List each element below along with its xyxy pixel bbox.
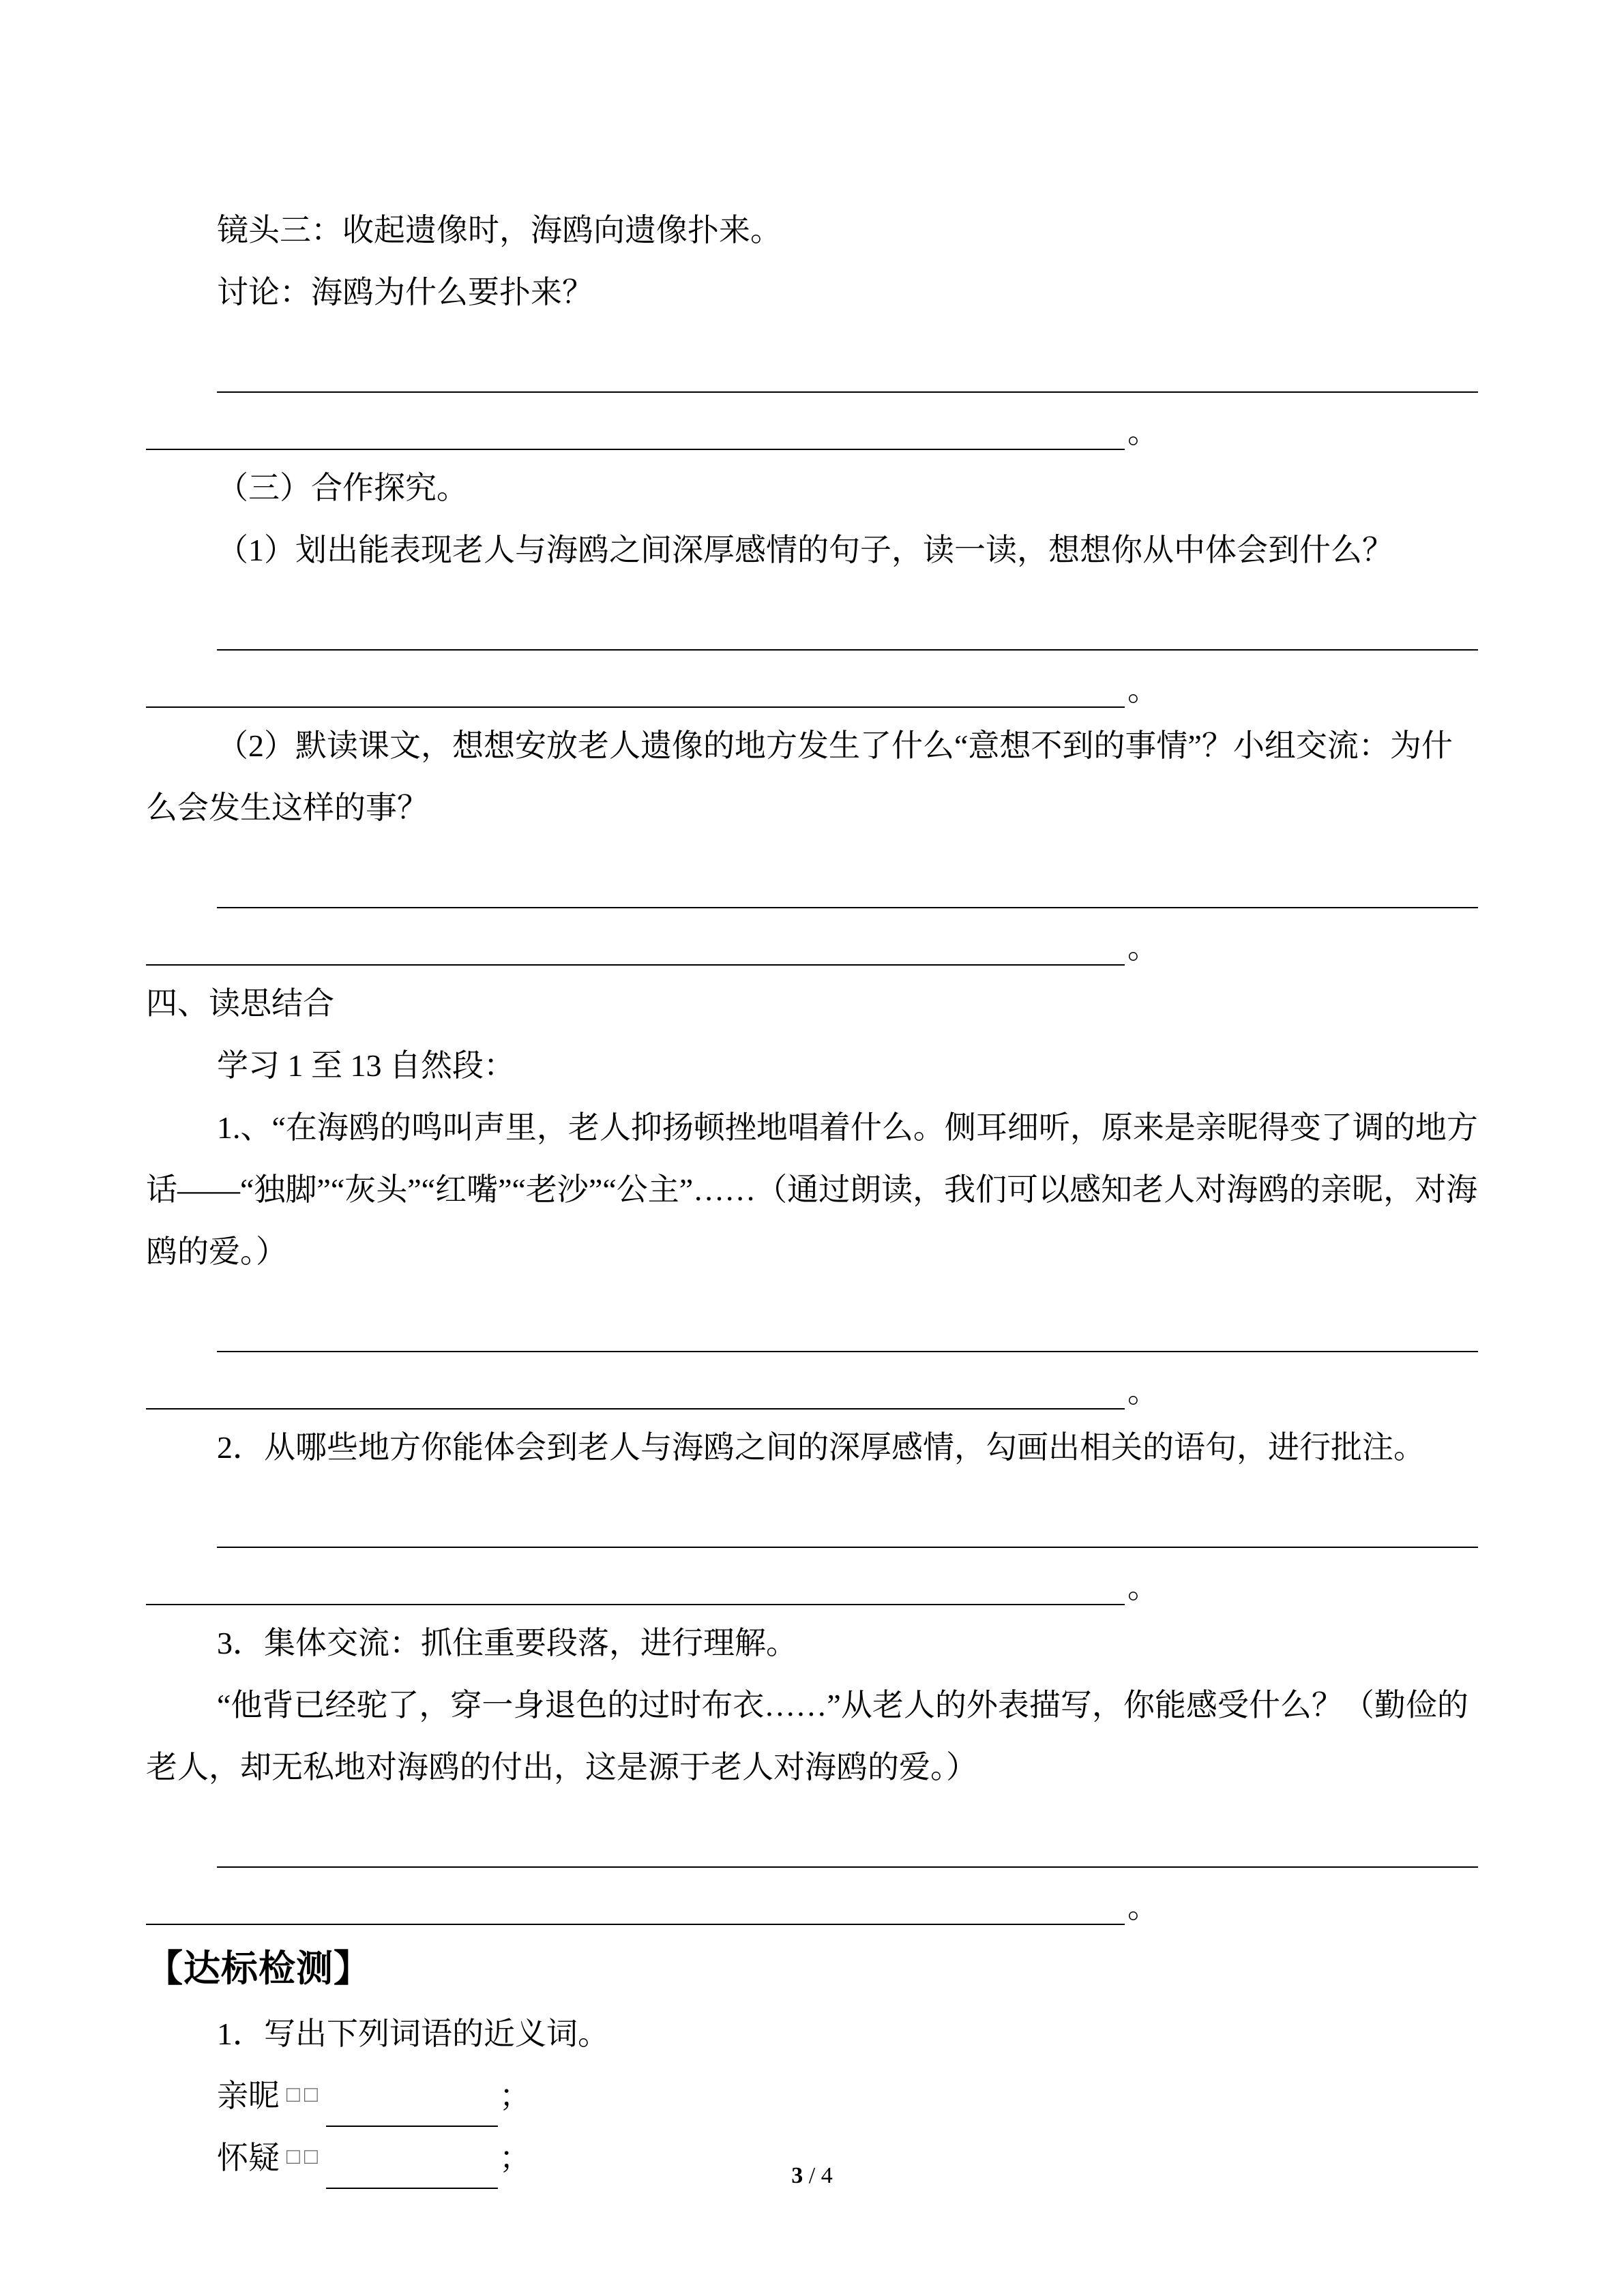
vocab-answer-boxes: □□ [286, 2144, 322, 2169]
paragraph-study-intro: 学习 1 至 13 自然段： [217, 1048, 515, 1083]
answer-blank-6 [146, 1810, 1478, 1925]
answer-blank-4 [146, 1295, 1478, 1410]
section-heading-part4: 四、读思结合 [146, 986, 334, 1021]
blank-period: 。 [1127, 1374, 1159, 1410]
paragraph-item3-quote: “他背已经驼了，穿一身退色的过时布衣……”从老人的外表描写，你能感受什么？（勤俭的老人，却无私地对海鸥的付出，这是源于老人对海鸥的爱。） [146, 1688, 1468, 1785]
answer-blank-1 [146, 336, 1478, 450]
answer-line-full [217, 1295, 1478, 1352]
vocab-punct: ； [499, 2141, 531, 2175]
vocab-word: 亲昵 [217, 2078, 280, 2113]
paragraph-shot3: 镜头三：收起遗像时，海鸥向遗像扑来。 [217, 213, 782, 248]
paragraph-discuss: 讨论：海鸥为什么要扑来？ [217, 275, 593, 310]
blank-period: 。 [1127, 1890, 1159, 1925]
blank-period: 。 [1127, 930, 1159, 966]
page-number: 3 [791, 2163, 803, 2188]
paragraph-item3: 3．集体交流：抓住重要段落，进行理解。 [217, 1626, 797, 1660]
paragraph-item1: 1.、“在海鸥的鸣叫声里，老人抑扬顿挫地唱着什么。侧耳细听，原来是亲昵得变了调的地方话——“独脚”“灰头”“红嘴”“老沙”“公主”……（通过朗读，我们可以感知老人对海鸥的亲昵，对海鸥的爱。） [146, 1110, 1478, 1269]
blank-period: 。 [1127, 1570, 1159, 1605]
blank-period: 。 [1127, 672, 1159, 708]
blank-period: 。 [1127, 415, 1159, 450]
answer-line-partial [146, 1551, 1125, 1605]
answer-line-partial [146, 653, 1125, 708]
vocab-row-qinni [146, 2065, 1478, 2127]
vocab-answer-boxes: □□ [286, 2082, 322, 2107]
answer-line-partial [146, 1870, 1125, 1925]
answer-blank-3 [146, 851, 1478, 966]
answer-line-partial [146, 1355, 1125, 1410]
vocab-answer-line [326, 2087, 498, 2127]
paragraph-item2: 2．从哪些地方你能体会到老人与海鸥之间的深厚感情，勾画出相关的语句，进行批注。 [217, 1430, 1425, 1465]
answer-blank-5 [146, 1491, 1478, 1605]
paragraph-section3: （三）合作探究。 [217, 471, 468, 505]
paragraph-test-q1: 1．写出下列词语的近义词。 [217, 2016, 609, 2051]
answer-line-partial [146, 396, 1125, 450]
vocab-word: 怀疑 [217, 2141, 280, 2175]
answer-line-full [217, 1810, 1478, 1868]
answer-line-full [217, 851, 1478, 908]
answer-blank-2 [146, 593, 1478, 708]
vocab-punct: ； [499, 2078, 531, 2113]
paragraph-q1: （1）划出能表现老人与海鸥之间深厚感情的句子，读一读，想想你从中体会到什么？ [217, 533, 1393, 567]
page-number-separator: / [808, 2163, 816, 2188]
page-total: 4 [821, 2163, 833, 2188]
answer-line-full [217, 336, 1478, 393]
answer-line-full [217, 593, 1478, 651]
page-footer [0, 2162, 1624, 2190]
answer-line-partial [146, 911, 1125, 966]
paragraph-q2: （2）默读课文，想想安放老人遗像的地方发生了什么“意想不到的事情”？小组交流：为什么会发生这样的事？ [146, 728, 1453, 825]
test-section-heading: 【达标检测】 [146, 1948, 371, 1989]
answer-line-full [217, 1491, 1478, 1548]
